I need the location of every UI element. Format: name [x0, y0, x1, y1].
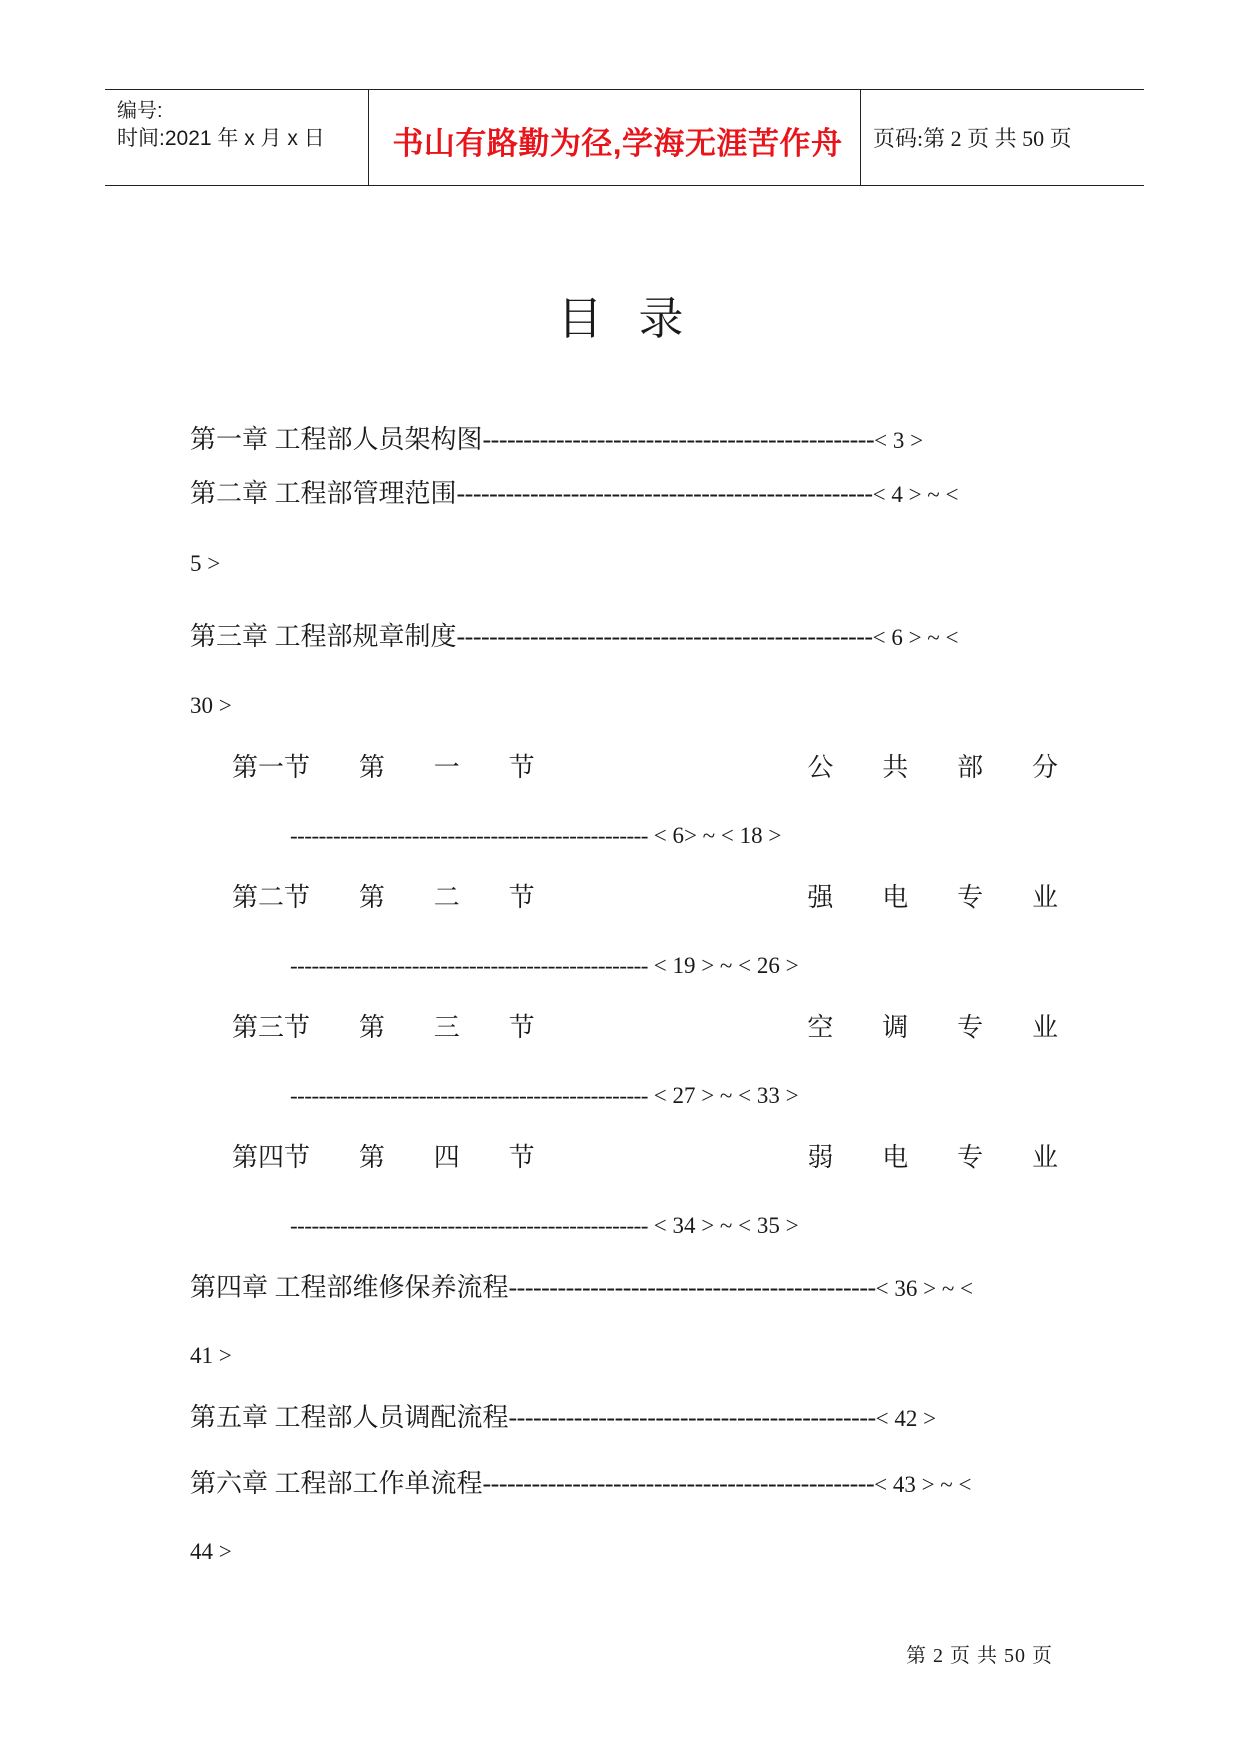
toc-leader: -------------------------------------------------- [290, 1213, 648, 1238]
toc-page-ref: < 6 > ~ < [872, 625, 959, 650]
section-char: 节 [508, 1143, 535, 1172]
section-char: 节 [508, 753, 535, 782]
section-char: 强 [807, 883, 834, 912]
toc-leader: --------------------------------------------- [508, 1273, 876, 1302]
toc-entry-ch2[interactable] [190, 478, 958, 511]
toc-label: 第一章 工程部人员架构图 [190, 425, 483, 454]
toc-ref-continuation: 44 > [190, 1539, 232, 1564]
section-char: 第 [358, 753, 385, 782]
toc-entry-section-4[interactable] [232, 1142, 1058, 1174]
number-label: 编号: [117, 100, 163, 122]
toc-leader: -------------------------------------------------- [290, 823, 648, 848]
document-header [105, 89, 1144, 186]
section-char: 电 [882, 883, 909, 912]
toc-page-ref: < 3 > [874, 428, 924, 453]
toc-entry-section-2[interactable] [232, 882, 1058, 914]
toc-leader: -------------------------------------------------- [290, 953, 648, 978]
toc-leader: ------------------------------------------------ [482, 425, 875, 454]
section-gap [584, 882, 759, 914]
toc-leader: ------------------------------------------------ [482, 1469, 875, 1498]
toc-leader: -------------------------------------------------- [290, 1083, 648, 1108]
section-char: 第 [358, 1143, 385, 1172]
section-char: 电 [882, 1143, 909, 1172]
toc-page-ref: < 43 > ~ < [874, 1472, 972, 1497]
motto: 书山有路勤为径,学海无涯苦作舟 [392, 126, 843, 161]
toc-page-ref: < 4 > ~ < [872, 482, 959, 507]
section-char: 三 [433, 1013, 460, 1042]
section-char: 第 [358, 883, 385, 912]
section-char: 四 [433, 1143, 460, 1172]
section-gap [584, 1142, 759, 1174]
header-divider [368, 90, 369, 185]
section-char: 专 [957, 1143, 984, 1172]
section-char: 业 [1031, 883, 1058, 912]
section-char: 业 [1031, 1013, 1058, 1042]
toc-section-ref-2 [290, 950, 799, 982]
toc-ref-continuation: 30 > [190, 693, 232, 718]
section-char: 部 [957, 753, 984, 782]
time-label: 时间:2021 年 x 月 x 日 [117, 127, 325, 150]
toc-page-ref: < 36 > ~ < [875, 1276, 973, 1301]
section-char: 节 [508, 883, 535, 912]
page-footer: 第 2 页 共 50 页 [906, 1645, 1053, 1667]
toc-label: 第五章 工程部人员调配流程 [190, 1403, 509, 1432]
toc-label: 第六章 工程部工作单流程 [190, 1469, 483, 1498]
toc-section-ref-1 [290, 820, 781, 852]
page-title: 目录 [557, 294, 720, 344]
section-char: 第四节 [232, 1143, 311, 1172]
section-char: 专 [957, 1013, 984, 1042]
section-char: 二 [433, 883, 460, 912]
toc-ref-continuation: 41 > [190, 1343, 232, 1368]
section-char: 第 [358, 1013, 385, 1042]
toc-section-ref-4 [290, 1210, 799, 1242]
toc-entry-ch6[interactable] [190, 1468, 971, 1501]
toc-section-ref-3 [290, 1080, 799, 1112]
toc-entry-ch5[interactable] [190, 1402, 936, 1435]
toc-page-ref: < 6> ~ < 18 > [653, 823, 782, 848]
section-char: 公 [807, 753, 834, 782]
section-char: 专 [957, 883, 984, 912]
toc-ref-continuation: 5 > [190, 551, 221, 576]
section-char: 业 [1031, 1143, 1058, 1172]
section-char: 第二节 [232, 883, 311, 912]
section-char: 第三节 [232, 1013, 311, 1042]
toc-page-ref: < 27 > ~ < 33 > [653, 1083, 799, 1108]
toc-entry-ch3[interactable] [190, 621, 958, 654]
toc-leader: --------------------------------------------------- [456, 622, 873, 651]
section-char: 一 [433, 753, 460, 782]
toc-label: 第三章 工程部规章制度 [190, 622, 457, 651]
toc-page-ref: < 19 > ~ < 26 > [653, 953, 799, 978]
section-char: 节 [508, 1013, 535, 1042]
toc-entry-section-3[interactable] [232, 1012, 1058, 1044]
toc-entry-ch4[interactable] [190, 1272, 973, 1305]
section-char: 第一节 [232, 753, 311, 782]
toc-page-ref: < 42 > [875, 1406, 937, 1431]
toc-page-ref: < 34 > ~ < 35 > [653, 1213, 799, 1238]
section-gap [584, 1012, 759, 1044]
toc-entry-ch1[interactable] [190, 424, 923, 457]
toc-leader: --------------------------------------------------- [456, 479, 873, 508]
toc-entry-section-1[interactable] [232, 752, 1058, 784]
section-char: 共 [882, 753, 909, 782]
header-page-label: 页码:第 2 页 共 50 页 [873, 126, 1072, 151]
toc-label: 第四章 工程部维修保养流程 [190, 1273, 509, 1302]
section-gap [584, 752, 759, 784]
toc-label: 第二章 工程部管理范围 [190, 479, 457, 508]
section-char: 调 [882, 1013, 909, 1042]
section-char: 分 [1031, 753, 1058, 782]
section-char: 弱 [807, 1143, 834, 1172]
section-char: 空 [807, 1013, 834, 1042]
toc-leader: --------------------------------------------- [508, 1403, 876, 1432]
